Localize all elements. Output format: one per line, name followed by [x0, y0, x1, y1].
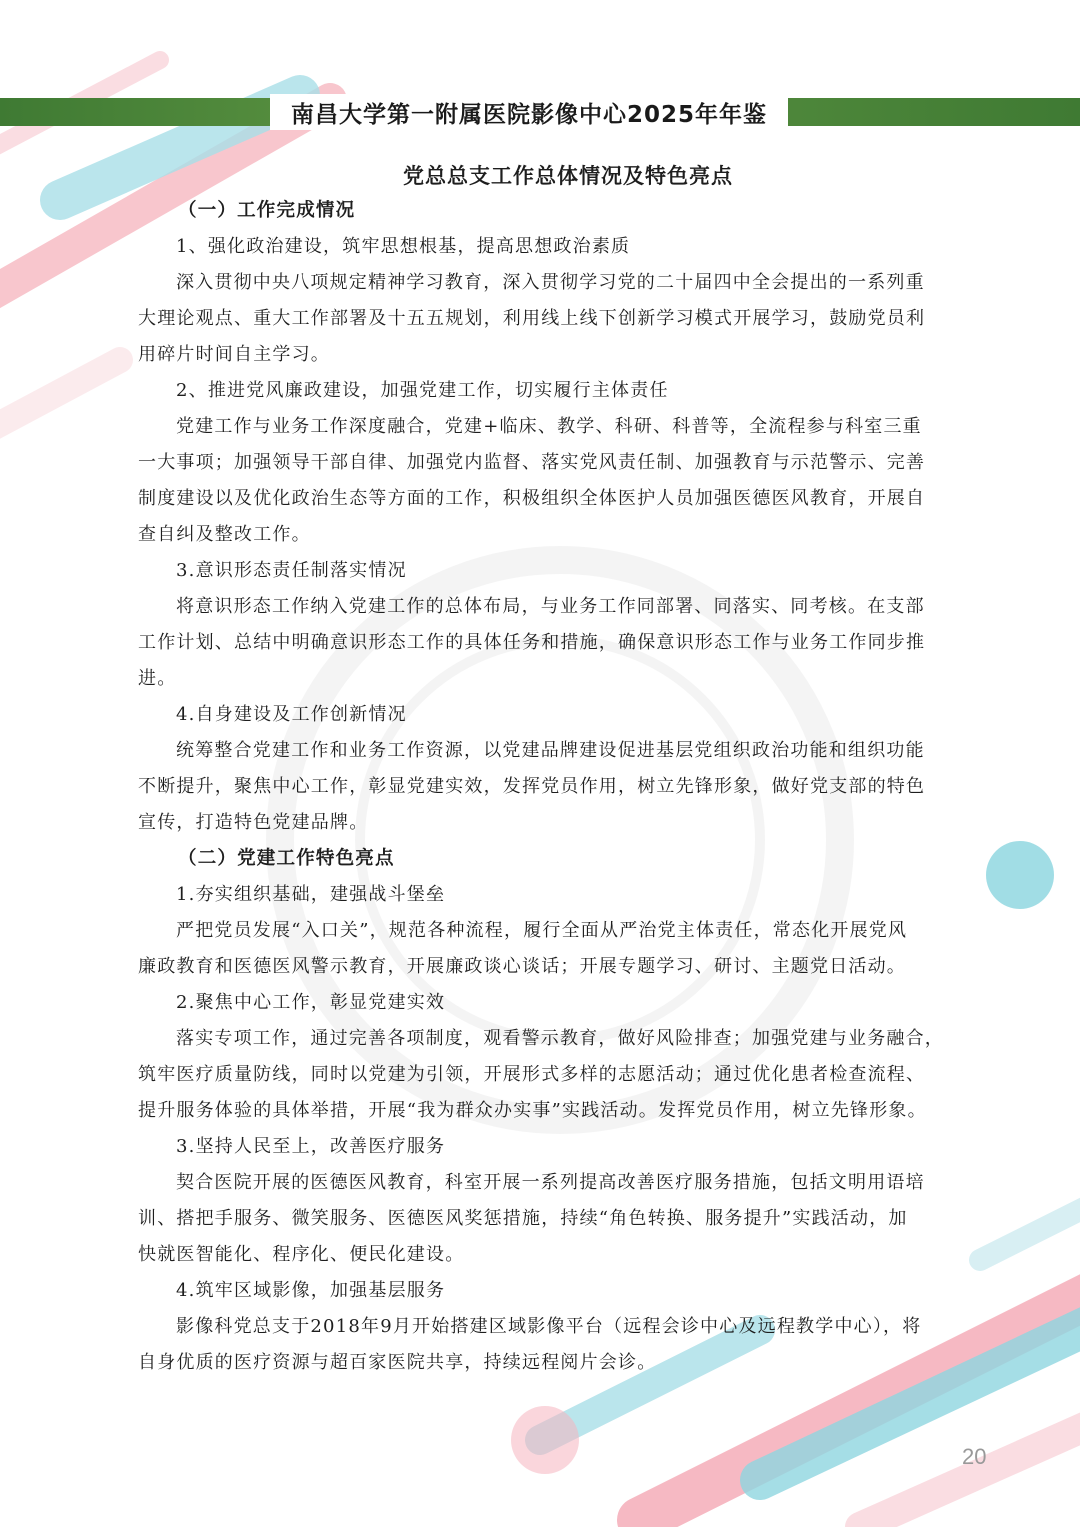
paragraph-line: 自身优质的医疗资源与超百家医院共享，持续远程阅片会诊。: [138, 1352, 657, 1373]
paragraph-line: 工作计划、总结中明确意识形态工作的具体任务和措施，确保意识形态工作与业务工作同步推: [138, 632, 926, 653]
paragraph-line: 一大事项；加强领导干部自律、加强党内监督、落实党风责任制、加强教育与示范警示、完善: [138, 452, 926, 473]
section-heading: （一）工作完成情况: [178, 200, 356, 221]
paragraph-line: 将意识形态工作纳入党建工作的总体布局，与业务工作同部署、同落实、同考核。在支部: [176, 596, 925, 617]
paragraph-line: 筑牢医疗质量防线，同时以党建为引领，开展形式多样的志愿活动；通过优化患者检查流程、: [138, 1064, 926, 1085]
yearbook-title: 南昌大学第一附属医院影像中心2025年年鉴: [290, 101, 767, 128]
paragraph-line: 制度建设以及优化政治生态等方面的工作，积极组织全体医护人员加强医德医风教育，开展自: [138, 488, 926, 509]
paragraph-line: 影像科党总支于2018年9月开始搭建区域影像平台（远程会诊中心及远程教学中心），将: [176, 1316, 922, 1337]
paragraph-line: 进。: [138, 668, 177, 689]
subheading: 2.聚焦中心工作，彰显党建实效: [176, 992, 446, 1013]
subheading: 3.坚持人民至上，改善医疗服务: [176, 1136, 446, 1157]
subheading: 2、推进党风廉政建设，加强党建工作，切实履行主体责任: [176, 380, 669, 401]
paragraph-line: 训、搭把手服务、微笑服务、医德医风奖惩措施，持续“角色转换、服务提升”实践活动，加: [138, 1208, 908, 1229]
paragraph-line: 查自纠及整改工作。: [138, 524, 311, 545]
paragraph-line: 廉政教育和医德医风警示教育，开展廉政谈心谈话；开展专题学习、研讨、主题党日活动。: [138, 956, 906, 977]
section-heading: （二）党建工作特色亮点: [178, 848, 395, 869]
paragraph-line: 严把党员发展“入口关”，规范各种流程，履行全面从严治党主体责任，常态化开展党风: [176, 920, 908, 941]
subheading: 4.筑牢区域影像，加强基层服务: [176, 1280, 446, 1301]
subheading: 1.夯实组织基础，建强战斗堡垒: [176, 884, 446, 905]
paragraph-line: 党建工作与业务工作深度融合，党建+临床、教学、科研、科普等，全流程参与科室三重: [176, 416, 922, 437]
subheading: 1、强化政治建设，筑牢思想根基，提高思想政治素质: [176, 236, 631, 257]
document-title: 党总总支工作总体情况及特色亮点: [403, 163, 733, 188]
paragraph-line: 大理论观点、重大工作部署及十五五规划，利用线上线下创新学习模式开展学习，鼓励党员利: [138, 308, 926, 329]
pink-dot: [511, 1406, 579, 1474]
subheading: 4.自身建设及工作创新情况: [176, 704, 407, 725]
paragraph-line: 落实专项工作，通过完善各项制度，观看警示教育，做好风险排查；加强党建与业务融合，: [176, 1028, 944, 1049]
subheading: 3.意识形态责任制落实情况: [176, 560, 407, 581]
page-number: 20: [962, 1444, 987, 1469]
cyan-dot: [986, 841, 1054, 909]
paragraph-line: 深入贯彻中央八项规定精神学习教育，深入贯彻学习党的二十届四中全会提出的一系列重: [176, 272, 925, 293]
paragraph-line: 宣传，打造特色党建品牌。: [138, 812, 369, 833]
paragraph-line: 用碎片时间自主学习。: [138, 344, 330, 365]
paragraph-line: 统筹整合党建工作和业务工作资源，以党建品牌建设促进基层党组织政治功能和组织功能: [176, 740, 925, 761]
paragraph-line: 快就医智能化、程序化、便民化建设。: [138, 1244, 465, 1265]
paragraph-line: 契合医院开展的医德医风教育，科室开展一系列提高改善医疗服务措施，包括文明用语培: [176, 1172, 925, 1193]
paragraph-line: 提升服务体验的具体举措，开展“我为群众办实事”实践活动。发挥党员作用，树立先锋形象。: [138, 1100, 927, 1121]
header-title-box: [270, 94, 788, 130]
paragraph-line: 不断提升，聚焦中心工作，彰显党建实效，发挥党员作用，树立先锋形象，做好党支部的特色: [138, 776, 926, 797]
